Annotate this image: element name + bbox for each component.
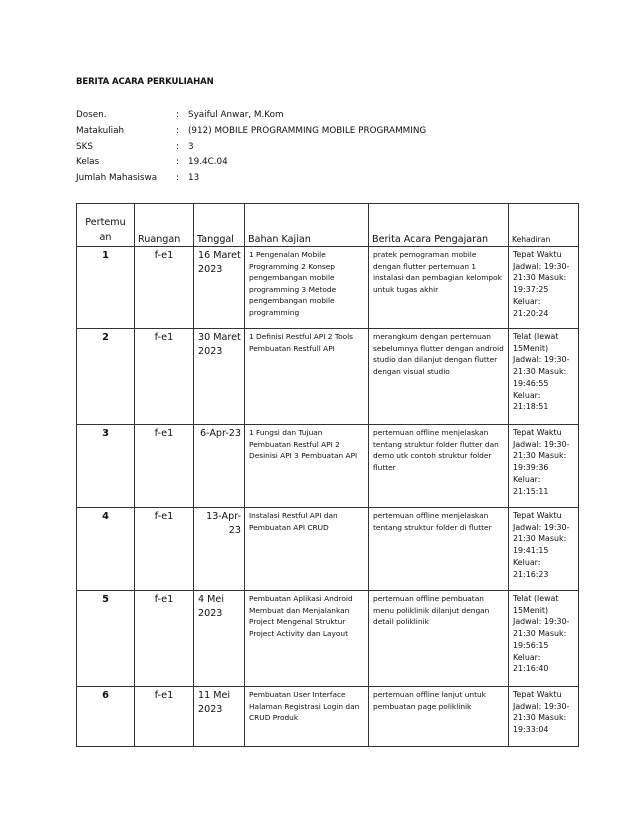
table-row — [77, 329, 579, 425]
info-row-kelas — [76, 157, 426, 173]
info-row-sks — [76, 142, 426, 158]
attendance-table — [76, 203, 579, 747]
cell-ruangan: f-e1 — [135, 687, 194, 747]
cell-kehadiran: Telat (lewat 15Menit) Jadwal: 19:30-21:30 Masuk: 19:46:55 Keluar: 21:18:51 — [509, 329, 579, 425]
info-label: Kelas — [76, 157, 100, 168]
info-value: 13 — [188, 173, 200, 184]
cell-kehadiran: Tepat Waktu Jadwal: 19:30-21:30 Masuk: 19:39:36 Keluar: 21:15:11 — [509, 425, 579, 508]
info-label: SKS — [76, 141, 93, 152]
cell-tanggal: 16 Maret 2023 — [194, 247, 245, 329]
cell-berita-acara: merangkum dengan pertemuan sebelumnya flutter dengan android studio dan dilanjut dengan flutter dengan visual studio — [369, 329, 509, 425]
info-value: 3 — [188, 141, 194, 152]
cell-berita-acara: pertemuan offline menjelaskan tentang struktur folder flutter dan demo utk contoh struktur folder flutter — [369, 425, 509, 508]
cell-pertemuan: 6 — [77, 687, 135, 747]
cell-bahan-kajian: Instalasi Restful API dan Pembuatan API CRUD — [245, 508, 369, 591]
cell-berita-acara: pratek pemograman mobile dengan flutter pertemuan 1 instalasi dan pembagian kelompok untuk tugas akhir — [369, 247, 509, 329]
info-colon: : — [176, 173, 179, 184]
info-colon: : — [176, 110, 179, 120]
cell-pertemuan: 2 — [77, 329, 135, 425]
header-berita-acara: Berita Acara Pengajaran — [369, 204, 509, 247]
cell-berita-acara: pertemuan offline pembuatan menu poliklinik dilanjut dengan detail poliklinik — [369, 591, 509, 687]
cell-ruangan: f-e1 — [135, 591, 194, 687]
cell-ruangan: f-e1 — [135, 247, 194, 329]
table-row — [77, 591, 579, 687]
table-row — [77, 508, 579, 591]
info-row-dosen — [76, 110, 426, 126]
info-value: 19.4C.04 — [188, 157, 228, 168]
info-row-matakuliah — [76, 126, 426, 142]
cell-bahan-kajian: 1 Pengenalan Mobile Programming 2 Konsep pengembangan mobile programming 3 Metode pengembangan mobile programming — [245, 247, 369, 329]
cell-kehadiran: Telat (lewat 15Menit) Jadwal: 19:30-21:30 Masuk: 19:56:15 Keluar: 21:16:40 — [509, 591, 579, 687]
cell-tanggal: 30 Maret 2023 — [194, 329, 245, 425]
header-kehadiran: Kehadiran — [509, 204, 579, 247]
cell-pertemuan: 4 — [77, 508, 135, 591]
info-colon: : — [176, 141, 179, 152]
info-label: Dosen. — [76, 110, 107, 120]
cell-tanggal: 11 Mei 2023 — [194, 687, 245, 747]
cell-tanggal: 4 Mei 2023 — [194, 591, 245, 687]
cell-bahan-kajian: 1 Fungsi dan Tujuan Pembuatan Restful API 2 Desinisi API 3 Pembuatan API — [245, 425, 369, 508]
table-row — [77, 425, 579, 508]
info-colon: : — [176, 125, 179, 136]
cell-ruangan: f-e1 — [135, 425, 194, 508]
cell-berita-acara: pertemuan offline lanjut untuk pembuatan page poliklinik — [369, 687, 509, 747]
header-ruangan: Ruangan — [135, 204, 194, 247]
header-pertemuan: Pertemu an — [77, 204, 135, 247]
cell-bahan-kajian: Pembuatan User Interface Halaman Registrasi Login dan CRUD Produk — [245, 687, 369, 747]
cell-pertemuan: 1 — [77, 247, 135, 329]
cell-berita-acara: pertemuan offline menjelaskan tentang struktur folder di flutter — [369, 508, 509, 591]
info-row-jumlah-mahasiswa — [76, 173, 426, 189]
cell-kehadiran: Tepat Waktu Jadwal: 19:30-21:30 Masuk: 19:41:15 Keluar: 21:16:23 — [509, 508, 579, 591]
info-colon: : — [176, 157, 179, 168]
table-header-row — [77, 204, 579, 247]
info-label: Jumlah Mahasiswa — [76, 173, 158, 184]
cell-pertemuan: 5 — [77, 591, 135, 687]
info-label: Matakuliah — [76, 125, 125, 136]
cell-bahan-kajian: Pembuatan Aplikasi Android Membuat dan Menjalankan Project Mengenal Struktur Project Activity dan Layout — [245, 591, 369, 687]
course-info — [76, 110, 426, 189]
cell-kehadiran: Tepat Waktu Jadwal: 19:30-21:30 Masuk: 19:33:04 — [509, 687, 579, 747]
cell-ruangan: f-e1 — [135, 508, 194, 591]
header-bahan-kajian: Bahan Kajian — [245, 204, 369, 247]
header-tanggal: Tanggal — [194, 204, 245, 247]
info-value: Syaiful Anwar, M.Kom — [188, 110, 284, 120]
table-row — [77, 247, 579, 329]
cell-tanggal: 6-Apr-23 — [194, 425, 245, 508]
cell-tanggal: 13-Apr-23 — [194, 508, 245, 591]
cell-pertemuan: 3 — [77, 425, 135, 508]
cell-kehadiran: Tepat Waktu Jadwal: 19:30-21:30 Masuk: 19:37:25 Keluar: 21:20:24 — [509, 247, 579, 329]
document-title: BERITA ACARA PERKULIAHAN — [76, 77, 214, 87]
table-row — [77, 687, 579, 747]
info-value: (912) MOBILE PROGRAMMING MOBILE PROGRAMMING — [188, 125, 427, 136]
cell-ruangan: f-e1 — [135, 329, 194, 425]
cell-bahan-kajian: 1 Definisi Restful API 2 Tools Pembuatan Restfull API — [245, 329, 369, 425]
